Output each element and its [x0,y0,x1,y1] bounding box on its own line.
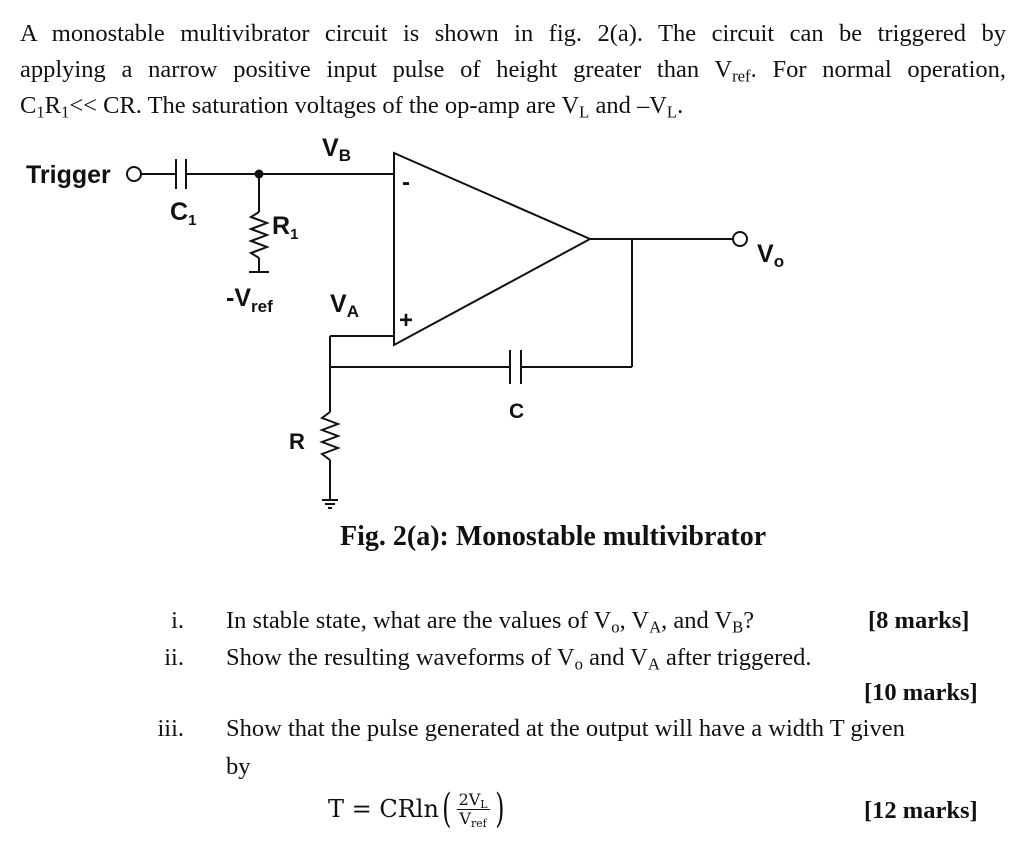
figure-caption: Fig. 2(a): Monostable multivibrator [340,521,767,552]
c1-letter: C [170,198,189,226]
op-amp [394,153,590,345]
intro-sub: 1 [61,102,70,122]
vo-sub: o [773,252,785,271]
question-number: iii. [157,715,184,742]
output-terminal [733,232,747,246]
intro-text: . For normal operation, [750,56,1007,83]
r1-sub: 1 [290,226,299,243]
q-text: after triggered. [659,644,812,671]
r1-label [272,212,298,243]
q-text: In stable state, what are the values of V [226,607,612,634]
q-text: , V [619,607,650,634]
plus-label: + [399,307,414,334]
q-sub: A [647,654,660,674]
intro-text: applying a narrow positive input pulse of height greater than V [20,56,733,83]
q-text: Show the resulting waveforms of V [226,644,575,671]
intro-sub: L [666,102,678,122]
c1-label [170,198,196,229]
formula-fraction [457,791,490,828]
left-paren: ( [442,786,452,832]
intro-sub: L [579,102,590,122]
question-text [226,606,754,636]
vb-letter: V [322,134,339,162]
va-label [330,290,359,321]
formula-numerator [457,791,490,810]
circuit-diagram [0,125,1024,520]
intro-line-3 [20,88,1006,124]
intro-text: << CR. The saturation voltages of the op-amp are V [69,92,580,119]
formula-denominator [457,810,488,828]
intro-text: R [44,92,62,119]
den-text: V [459,808,471,828]
q-sub: A [649,617,662,637]
c-label: C [509,400,525,423]
c1-sub: 1 [188,212,197,229]
trigger-terminal [127,167,141,181]
q-text: and V [582,644,648,671]
intro-text: . [677,92,684,119]
r1-resistor [251,212,267,258]
vb-label [322,134,351,165]
q-sub: B [732,617,744,637]
vref-sub: ref [251,297,273,316]
intro-text: and –V [589,92,667,119]
den-sub: ref [470,816,487,830]
vref-label [226,284,273,316]
question-text: by [226,753,251,780]
question-text: Show that the pulse generated at the output will have a width T given [226,715,905,742]
vo-letter: V [757,240,774,268]
pulse-width-formula [328,786,507,832]
vo-label [757,240,784,271]
question-number: ii. [164,644,184,671]
circuit-wires [127,153,747,508]
vb-sub: B [338,146,351,165]
formula-lhs: T = CRln [328,795,439,823]
intro-sub: 1 [36,102,45,122]
va-sub: A [346,302,359,321]
r-label: R [289,429,305,454]
intro-line-2 [20,52,1006,88]
intro-text: C [20,92,37,119]
num-text: 2V [458,789,481,809]
trigger-label: Trigger [26,161,111,189]
marks-label: [10 marks] [864,679,978,706]
q-text: ? [743,607,755,634]
intro-line-1: A monostable multivibrator circuit is shown in fig. 2(a). The circuit can be triggered by [20,20,1006,47]
question-intro [20,16,1006,124]
q-sub: o [611,617,620,637]
junction-dot [255,170,264,179]
va-letter: V [330,290,347,318]
intro-sub: ref [732,66,751,86]
right-paren: ) [494,786,505,832]
r-resistor [322,412,338,460]
num-sub: L [480,797,488,811]
r1-letter: R [272,212,291,240]
minus-label: - [402,169,410,196]
q-sub: o [574,654,583,674]
marks-label: [12 marks] [864,797,978,824]
vref-letter: -V [226,284,251,312]
marks-label: [8 marks] [868,607,970,634]
question-number: i. [171,607,184,634]
q-text: , and V [661,607,733,634]
question-text [226,643,812,673]
